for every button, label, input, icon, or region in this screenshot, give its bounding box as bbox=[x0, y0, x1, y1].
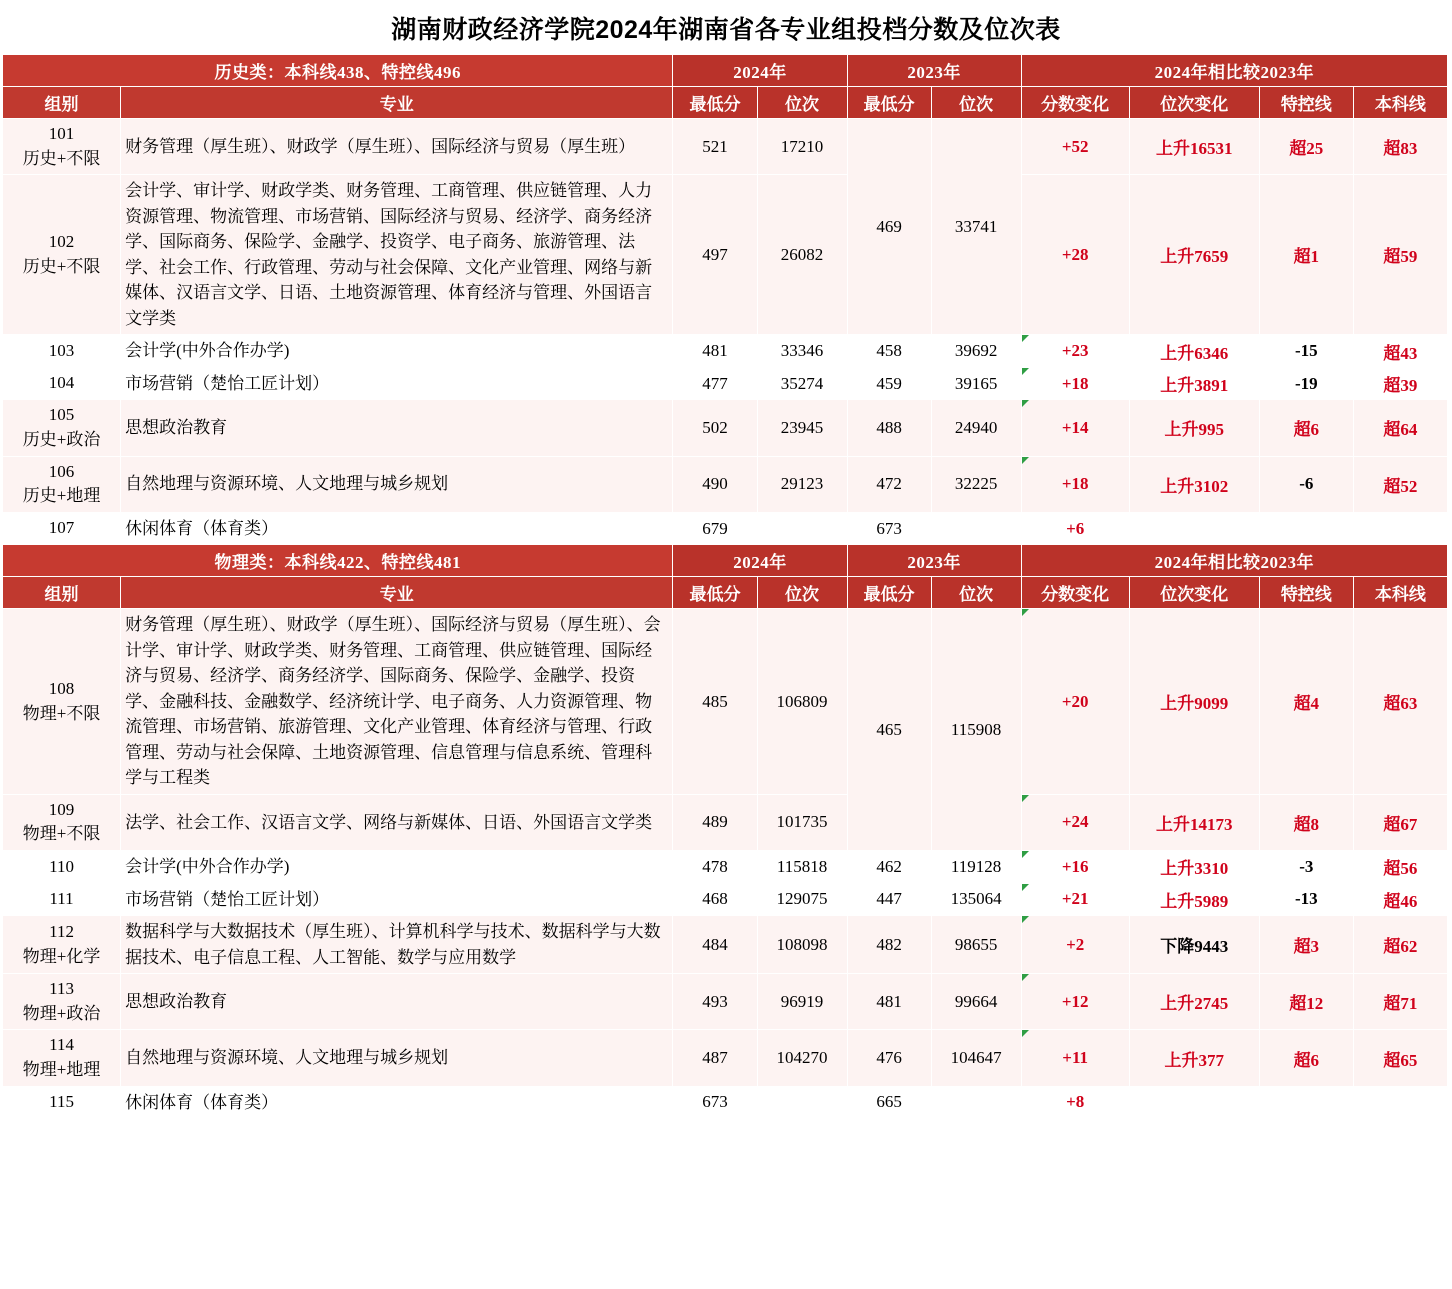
section-compare-label: 2024年相比较2023年 bbox=[1021, 55, 1447, 87]
cell-score-change: +18 bbox=[1021, 367, 1129, 400]
cell-rank-change: 上升5989 bbox=[1129, 883, 1259, 916]
group-code: 106 bbox=[48, 461, 75, 481]
cell-group bbox=[3, 916, 121, 974]
cell-min-2024: 673 bbox=[673, 1086, 757, 1119]
cell-group bbox=[3, 974, 121, 1030]
table-row bbox=[3, 851, 1448, 884]
group-code: 105 bbox=[48, 405, 75, 425]
cell-rank-2024: 104270 bbox=[757, 1030, 847, 1086]
header-undergrad-line: 本科线 bbox=[1353, 87, 1447, 119]
cell-min-2023: 482 bbox=[847, 916, 931, 974]
group-code: 103 bbox=[48, 340, 75, 360]
column-header-row bbox=[3, 87, 1448, 119]
cell-undergrad-line: 超39 bbox=[1353, 367, 1447, 400]
cell-special-line: -15 bbox=[1259, 335, 1353, 368]
cell-special-line: 超4 bbox=[1259, 609, 1353, 795]
table-row bbox=[3, 1086, 1448, 1119]
cell-score-change: +16 bbox=[1021, 851, 1129, 884]
group-subject: 历史+不限 bbox=[22, 148, 101, 168]
group-code: 101 bbox=[48, 124, 75, 143]
cell-min-2023: 469 bbox=[847, 119, 931, 335]
cell-major: 会计学(中外合作办学) bbox=[121, 851, 673, 884]
cell-rank-2024: 17210 bbox=[757, 119, 847, 175]
table-row bbox=[3, 974, 1448, 1030]
cell-rank-2023: 104647 bbox=[931, 1030, 1021, 1086]
cell-undergrad-line: 超64 bbox=[1353, 400, 1447, 456]
cell-score-change: +6 bbox=[1021, 512, 1129, 545]
section-year-2023: 2023年 bbox=[847, 55, 1021, 87]
cell-major: 数据科学与大数据技术（厚生班）、计算机科学与技术、数据科学与大数据技术、电子信息工程、人工智能、数学与应用数学 bbox=[121, 916, 673, 974]
cell-rank-2023: 24940 bbox=[931, 400, 1021, 456]
cell-group bbox=[3, 400, 121, 456]
cell-special-line: 超8 bbox=[1259, 794, 1353, 850]
cell-min-2024: 502 bbox=[673, 400, 757, 456]
cell-rank-2023: 115908 bbox=[931, 609, 1021, 851]
header-min-2024: 最低分 bbox=[673, 87, 757, 119]
group-code: 109 bbox=[48, 799, 75, 819]
header-min-2023: 最低分 bbox=[847, 87, 931, 119]
cell-rank-2023: 119128 bbox=[931, 851, 1021, 884]
cell-special-line: 超6 bbox=[1259, 400, 1353, 456]
cell-major: 财务管理（厚生班）、财政学（厚生班）、国际经济与贸易（厚生班）、会计学、审计学、财政学类、财务管理、工商管理、供应链管理、国际经济与贸易、经济学、商务经济学、国际商务、保险学、金融学、投资学、金融科技、金融数学、经济统计学、电子商务、人力资源管理、物流管理、市场营销、旅游管理、文化产业管理、体育经济与管理、行政管理、劳动与社会保障、土地资源管理、信息管理与信息系统、管理科学与工程类 bbox=[121, 609, 673, 795]
cell-score-change: +14 bbox=[1021, 400, 1129, 456]
cell-rank-2024: 33346 bbox=[757, 335, 847, 368]
table-row bbox=[3, 794, 1448, 850]
group-code: 108 bbox=[48, 678, 75, 698]
cell-special-line: -13 bbox=[1259, 883, 1353, 916]
cell-rank-2024: 129075 bbox=[757, 883, 847, 916]
cell-rank-2024: 26082 bbox=[757, 175, 847, 335]
group-code: 104 bbox=[48, 373, 75, 393]
cell-min-2024: 490 bbox=[673, 456, 757, 512]
header-rank-2024: 位次 bbox=[757, 577, 847, 609]
cell-min-2023: 481 bbox=[847, 974, 931, 1030]
cell-undergrad-line bbox=[1353, 512, 1447, 545]
cell-rank-2024: 106809 bbox=[757, 609, 847, 795]
cell-rank-2023: 39692 bbox=[931, 335, 1021, 368]
cell-group bbox=[3, 609, 121, 795]
cell-min-2024: 484 bbox=[673, 916, 757, 974]
cell-undergrad-line: 超83 bbox=[1353, 119, 1447, 175]
section-band-row bbox=[3, 55, 1448, 87]
cell-undergrad-line: 超71 bbox=[1353, 974, 1447, 1030]
cell-undergrad-line: 超59 bbox=[1353, 175, 1447, 335]
cell-score-change: +21 bbox=[1021, 883, 1129, 916]
group-subject: 历史+政治 bbox=[22, 429, 101, 449]
cell-rank-2023 bbox=[931, 512, 1021, 545]
cell-min-2023: 447 bbox=[847, 883, 931, 916]
cell-rank-change: 上升995 bbox=[1129, 400, 1259, 456]
cell-score-change: +12 bbox=[1021, 974, 1129, 1030]
cell-rank-change: 上升14173 bbox=[1129, 794, 1259, 850]
cell-rank-2023: 98655 bbox=[931, 916, 1021, 974]
cell-group bbox=[3, 1086, 121, 1119]
cell-special-line: 超1 bbox=[1259, 175, 1353, 335]
cell-undergrad-line: 超43 bbox=[1353, 335, 1447, 368]
cell-rank-2024: 35274 bbox=[757, 367, 847, 400]
cell-special-line: 超6 bbox=[1259, 1030, 1353, 1086]
cell-rank-2024: 96919 bbox=[757, 974, 847, 1030]
cell-undergrad-line bbox=[1353, 1086, 1447, 1119]
group-code: 111 bbox=[49, 889, 74, 909]
cell-min-2023: 459 bbox=[847, 367, 931, 400]
column-header-row bbox=[3, 577, 1448, 609]
group-code: 113 bbox=[49, 979, 74, 999]
cell-rank-2024 bbox=[757, 1086, 847, 1119]
cell-group bbox=[3, 851, 121, 884]
cell-major: 市场营销（楚怡工匠计划） bbox=[121, 367, 673, 400]
cell-major: 市场营销（楚怡工匠计划） bbox=[121, 883, 673, 916]
group-code: 107 bbox=[48, 518, 75, 538]
table-row bbox=[3, 367, 1448, 400]
table-row bbox=[3, 916, 1448, 974]
cell-rank-change: 上升6346 bbox=[1129, 335, 1259, 368]
cell-group bbox=[3, 1030, 121, 1086]
table-row bbox=[3, 175, 1448, 335]
group-subject: 物理+化学 bbox=[22, 946, 101, 966]
cell-min-2024: 497 bbox=[673, 175, 757, 335]
header-score-change: 分数变化 bbox=[1021, 87, 1129, 119]
cell-score-change: +52 bbox=[1021, 119, 1129, 175]
group-subject: 物理+不限 bbox=[22, 703, 101, 723]
cell-special-line: 超25 bbox=[1259, 119, 1353, 175]
cell-min-2024: 493 bbox=[673, 974, 757, 1030]
cell-major: 休闲体育（体育类） bbox=[121, 1086, 673, 1119]
table-row bbox=[3, 400, 1448, 456]
group-code: 114 bbox=[49, 1035, 74, 1055]
header-undergrad-line: 本科线 bbox=[1353, 577, 1447, 609]
cell-rank-change: 上升16531 bbox=[1129, 119, 1259, 175]
cell-group bbox=[3, 883, 121, 916]
header-rank-2023: 位次 bbox=[931, 87, 1021, 119]
cell-score-change: +23 bbox=[1021, 335, 1129, 368]
cell-min-2023: 472 bbox=[847, 456, 931, 512]
cell-major: 思想政治教育 bbox=[121, 400, 673, 456]
cell-rank-2024: 108098 bbox=[757, 916, 847, 974]
header-score-change: 分数变化 bbox=[1021, 577, 1129, 609]
cell-rank-2023: 135064 bbox=[931, 883, 1021, 916]
cell-rank-2024 bbox=[757, 512, 847, 545]
page-title: 湖南财政经济学院2024年湖南省各专业组投档分数及位次表 bbox=[391, 16, 1061, 44]
cell-rank-2023: 39165 bbox=[931, 367, 1021, 400]
cell-undergrad-line: 超65 bbox=[1353, 1030, 1447, 1086]
header-special-line: 特控线 bbox=[1259, 87, 1353, 119]
header-min-2024: 最低分 bbox=[673, 577, 757, 609]
cell-score-change: +8 bbox=[1021, 1086, 1129, 1119]
cell-special-line: 超12 bbox=[1259, 974, 1353, 1030]
cell-min-2024: 487 bbox=[673, 1030, 757, 1086]
cell-min-2024: 489 bbox=[673, 794, 757, 850]
cell-min-2023: 465 bbox=[847, 609, 931, 851]
cell-undergrad-line: 超67 bbox=[1353, 794, 1447, 850]
cell-group bbox=[3, 367, 121, 400]
cell-special-line bbox=[1259, 1086, 1353, 1119]
group-subject: 历史+地理 bbox=[22, 486, 101, 506]
cell-undergrad-line: 超63 bbox=[1353, 609, 1447, 795]
cell-group bbox=[3, 335, 121, 368]
cell-score-change: +28 bbox=[1021, 175, 1129, 335]
cell-rank-2024: 23945 bbox=[757, 400, 847, 456]
cell-rank-change: 上升9099 bbox=[1129, 609, 1259, 795]
cell-major: 休闲体育（体育类） bbox=[121, 512, 673, 545]
cell-major: 自然地理与资源环境、人文地理与城乡规划 bbox=[121, 1030, 673, 1086]
cell-min-2023: 462 bbox=[847, 851, 931, 884]
cell-major: 会计学(中外合作办学) bbox=[121, 335, 673, 368]
cell-undergrad-line: 超52 bbox=[1353, 456, 1447, 512]
cell-rank-change: 上升3891 bbox=[1129, 367, 1259, 400]
group-subject: 物理+政治 bbox=[22, 1003, 101, 1023]
table-row bbox=[3, 1030, 1448, 1086]
cell-group bbox=[3, 512, 121, 545]
section-band-label: 历史类：本科线438、特控线496 bbox=[3, 55, 673, 87]
table-row bbox=[3, 456, 1448, 512]
cell-group bbox=[3, 794, 121, 850]
section-band-label: 物理类：本科线422、特控线481 bbox=[3, 545, 673, 577]
cell-min-2023: 488 bbox=[847, 400, 931, 456]
cell-min-2023: 673 bbox=[847, 512, 931, 545]
section-year-2024: 2024年 bbox=[673, 545, 847, 577]
group-code: 112 bbox=[49, 921, 74, 941]
cell-major: 法学、社会工作、汉语言文学、网络与新媒体、日语、外国语言文学类 bbox=[121, 794, 673, 850]
cell-major: 会计学、审计学、财政学类、财务管理、工商管理、供应链管理、人力资源管理、物流管理、市场营销、国际经济与贸易、经济学、商务经济学、国际商务、保险学、金融学、投资学、电子商务、旅游管理、法学、社会工作、行政管理、劳动与社会保障、文化产业管理、网络与新媒体、汉语言文学、日语、土地资源管理、体育经济与管理、外国语言文学类 bbox=[121, 175, 673, 335]
header-min-2023: 最低分 bbox=[847, 577, 931, 609]
table-row bbox=[3, 609, 1448, 795]
group-subject: 物理+地理 bbox=[22, 1060, 101, 1080]
cell-min-2023: 458 bbox=[847, 335, 931, 368]
cell-undergrad-line: 超62 bbox=[1353, 916, 1447, 974]
cell-min-2023: 476 bbox=[847, 1030, 931, 1086]
cell-min-2024: 679 bbox=[673, 512, 757, 545]
cell-rank-2024: 29123 bbox=[757, 456, 847, 512]
cell-min-2023: 665 bbox=[847, 1086, 931, 1119]
cell-rank-2023: 33741 bbox=[931, 119, 1021, 335]
cell-min-2024: 478 bbox=[673, 851, 757, 884]
cell-score-change: +11 bbox=[1021, 1030, 1129, 1086]
cell-rank-2024: 101735 bbox=[757, 794, 847, 850]
cell-group bbox=[3, 175, 121, 335]
cell-rank-change bbox=[1129, 512, 1259, 545]
cell-special-line: -3 bbox=[1259, 851, 1353, 884]
group-code: 102 bbox=[48, 232, 75, 252]
section-year-2023: 2023年 bbox=[847, 545, 1021, 577]
cell-score-change: +18 bbox=[1021, 456, 1129, 512]
header-rank-change: 位次变化 bbox=[1129, 87, 1259, 119]
cell-major: 思想政治教育 bbox=[121, 974, 673, 1030]
cell-rank-change: 上升377 bbox=[1129, 1030, 1259, 1086]
cell-major: 财务管理（厚生班）、财政学（厚生班）、国际经济与贸易（厚生班） bbox=[121, 119, 673, 175]
cell-undergrad-line: 超56 bbox=[1353, 851, 1447, 884]
cell-rank-change: 上升3102 bbox=[1129, 456, 1259, 512]
cell-score-change: +20 bbox=[1021, 609, 1129, 795]
section-compare-label: 2024年相比较2023年 bbox=[1021, 545, 1447, 577]
header-rank-change: 位次变化 bbox=[1129, 577, 1259, 609]
cell-special-line bbox=[1259, 512, 1353, 545]
header-group: 组别 bbox=[3, 577, 121, 609]
cell-rank-change: 上升3310 bbox=[1129, 851, 1259, 884]
cell-rank-2023 bbox=[931, 1086, 1021, 1119]
header-group: 组别 bbox=[3, 87, 121, 119]
cell-min-2024: 477 bbox=[673, 367, 757, 400]
cell-rank-change: 上升7659 bbox=[1129, 175, 1259, 335]
header-special-line: 特控线 bbox=[1259, 577, 1353, 609]
cell-group bbox=[3, 456, 121, 512]
group-subject: 历史+不限 bbox=[22, 256, 101, 276]
score-table bbox=[2, 54, 1448, 1119]
header-major: 专业 bbox=[121, 577, 673, 609]
cell-score-change: +2 bbox=[1021, 916, 1129, 974]
cell-special-line: -6 bbox=[1259, 456, 1353, 512]
table-row bbox=[3, 335, 1448, 368]
header-major: 专业 bbox=[121, 87, 673, 119]
cell-special-line: -19 bbox=[1259, 367, 1353, 400]
section-year-2024: 2024年 bbox=[673, 55, 847, 87]
cell-min-2024: 485 bbox=[673, 609, 757, 795]
cell-rank-2023: 32225 bbox=[931, 456, 1021, 512]
cell-min-2024: 468 bbox=[673, 883, 757, 916]
section-band-row bbox=[3, 545, 1448, 577]
header-rank-2023: 位次 bbox=[931, 577, 1021, 609]
header-rank-2024: 位次 bbox=[757, 87, 847, 119]
group-code: 115 bbox=[49, 1092, 74, 1112]
cell-major: 自然地理与资源环境、人文地理与城乡规划 bbox=[121, 456, 673, 512]
cell-score-change: +24 bbox=[1021, 794, 1129, 850]
cell-rank-change: 上升2745 bbox=[1129, 974, 1259, 1030]
cell-rank-2023: 99664 bbox=[931, 974, 1021, 1030]
group-code: 110 bbox=[49, 856, 74, 876]
cell-min-2024: 521 bbox=[673, 119, 757, 175]
table-row bbox=[3, 119, 1448, 175]
group-subject: 物理+不限 bbox=[22, 824, 101, 844]
cell-rank-change bbox=[1129, 1086, 1259, 1119]
cell-special-line: 超3 bbox=[1259, 916, 1353, 974]
cell-undergrad-line: 超46 bbox=[1353, 883, 1447, 916]
table-row bbox=[3, 512, 1448, 545]
table-row bbox=[3, 883, 1448, 916]
cell-min-2024: 481 bbox=[673, 335, 757, 368]
cell-rank-change: 下降9443 bbox=[1129, 916, 1259, 974]
cell-group bbox=[3, 119, 121, 175]
cell-rank-2024: 115818 bbox=[757, 851, 847, 884]
